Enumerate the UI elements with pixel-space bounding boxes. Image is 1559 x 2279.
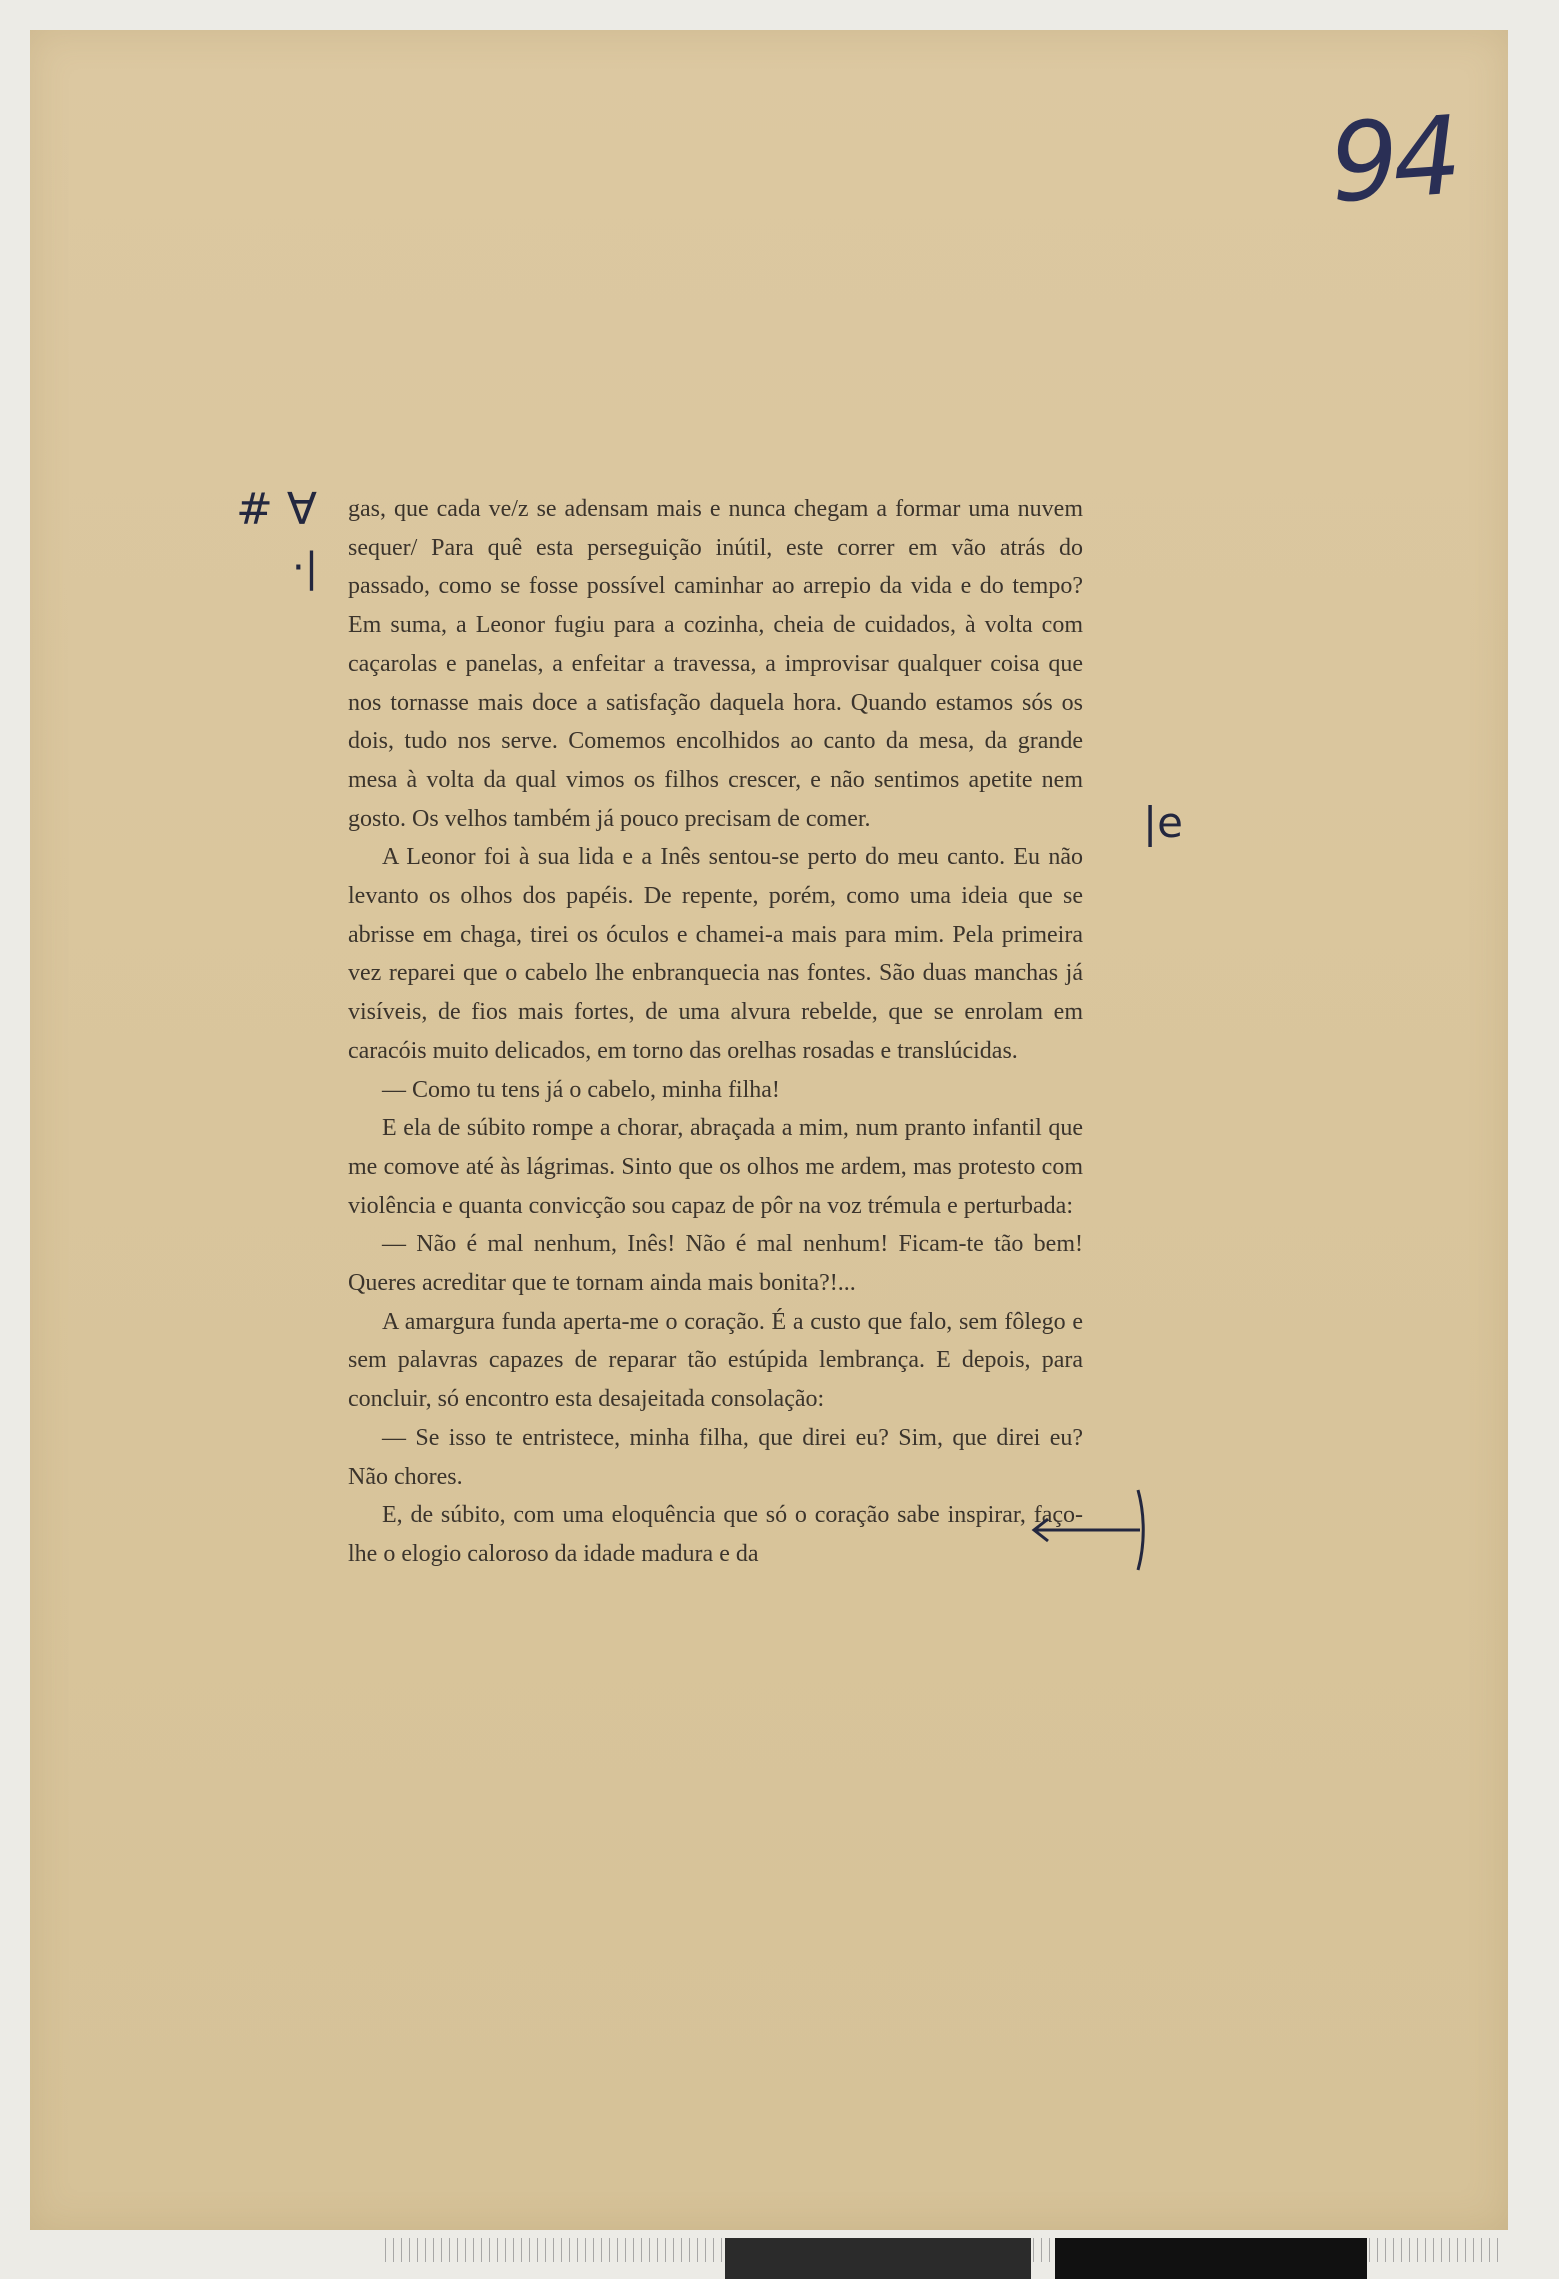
paragraph: A Leonor foi à sua lida e a Inês sentou-se perto do meu canto. Eu não levanto os olhos dos papéis. De repente, porém, como uma ideia que se abrisse em chaga, tirei os óculos e chamei-a mais para mim. Pela primeira vez reparei que o cabelo lhe enbranquecia nas fontes. São duas manchas já visíveis, de fios mais fortes, de uma alvura rebelde, que se enrolam em caracóis muito delicados, em torno das orelhas rosadas e translúcidas. [348,844,1083,1064]
paragraph: — Se isso te entristece, minha filha, que direi eu? Sim, que direi eu? Não chores. [348,1424,1083,1490]
paragraph: A amargura funda aperta-me o coração. É a custo que falo, sem fôlego e sem palavras capazes de reparar tão estúpida lembrança. E depois, para concluir, só encontro esta desajeitada consolação: [348,1308,1083,1413]
paragraph: E ela de súbito rompe a chorar, abraçada a mim, num pranto infantil que me comove até às lágrimas. Sinto que os olhos me ardem, mas protesto com violência e quanta convicção sou capaz de pôr na voz trémula e perturbada: [348,1115,1083,1219]
right-margin-annotation: |e [1143,798,1183,847]
left-margin-annotation-2: ·| [292,545,319,591]
typed-body-text [348,490,1083,1574]
scale-ruler [385,2238,1505,2279]
manuscript-page [30,30,1508,2230]
color-patch [725,2238,1031,2279]
color-patch [1055,2238,1367,2279]
paragraph: — Não é mal nenhum, Inês! Não é mal nenhum! Ficam-te tão bem! Queres acreditar que te tornam ainda mais bonita?!... [348,1231,1083,1297]
handwritten-page-number: 94 [1325,93,1460,228]
left-margin-annotation: # ∀ [236,484,317,535]
paragraph: — Como tu tens já o cabelo, minha filha! [382,1076,780,1103]
paragraph: E, de súbito, com uma eloquência que só o coração sabe inspirar, faço-lhe o elogio caloroso da idade madura e da [348,1502,1083,1567]
paragraph: gas, que cada ve/z se adensam mais e nunca chegam a formar uma nuvem sequer/ Para quê esta perseguição inútil, este correr em vão atrás do passado, como se fosse possível caminhar ao arrepio da vida e do tempo? Em suma, a Leonor fugiu para a cozinha, cheia de cuidados, à volta com caçarolas e panelas, a enfeitar a travessa, a improvisar qualquer coisa que nos tornasse mais doce a satisfação daquela hora. Quando estamos sós os dois, tudo nos serve. Comemos encolhidos ao canto da mesa, da grande mesa à volta da qual vimos os filhos crescer, e não sentimos apetite nem gosto. Os velhos também já pouco precisam de comer. [348,496,1083,832]
editing-arrow-icon [1030,1485,1150,1575]
